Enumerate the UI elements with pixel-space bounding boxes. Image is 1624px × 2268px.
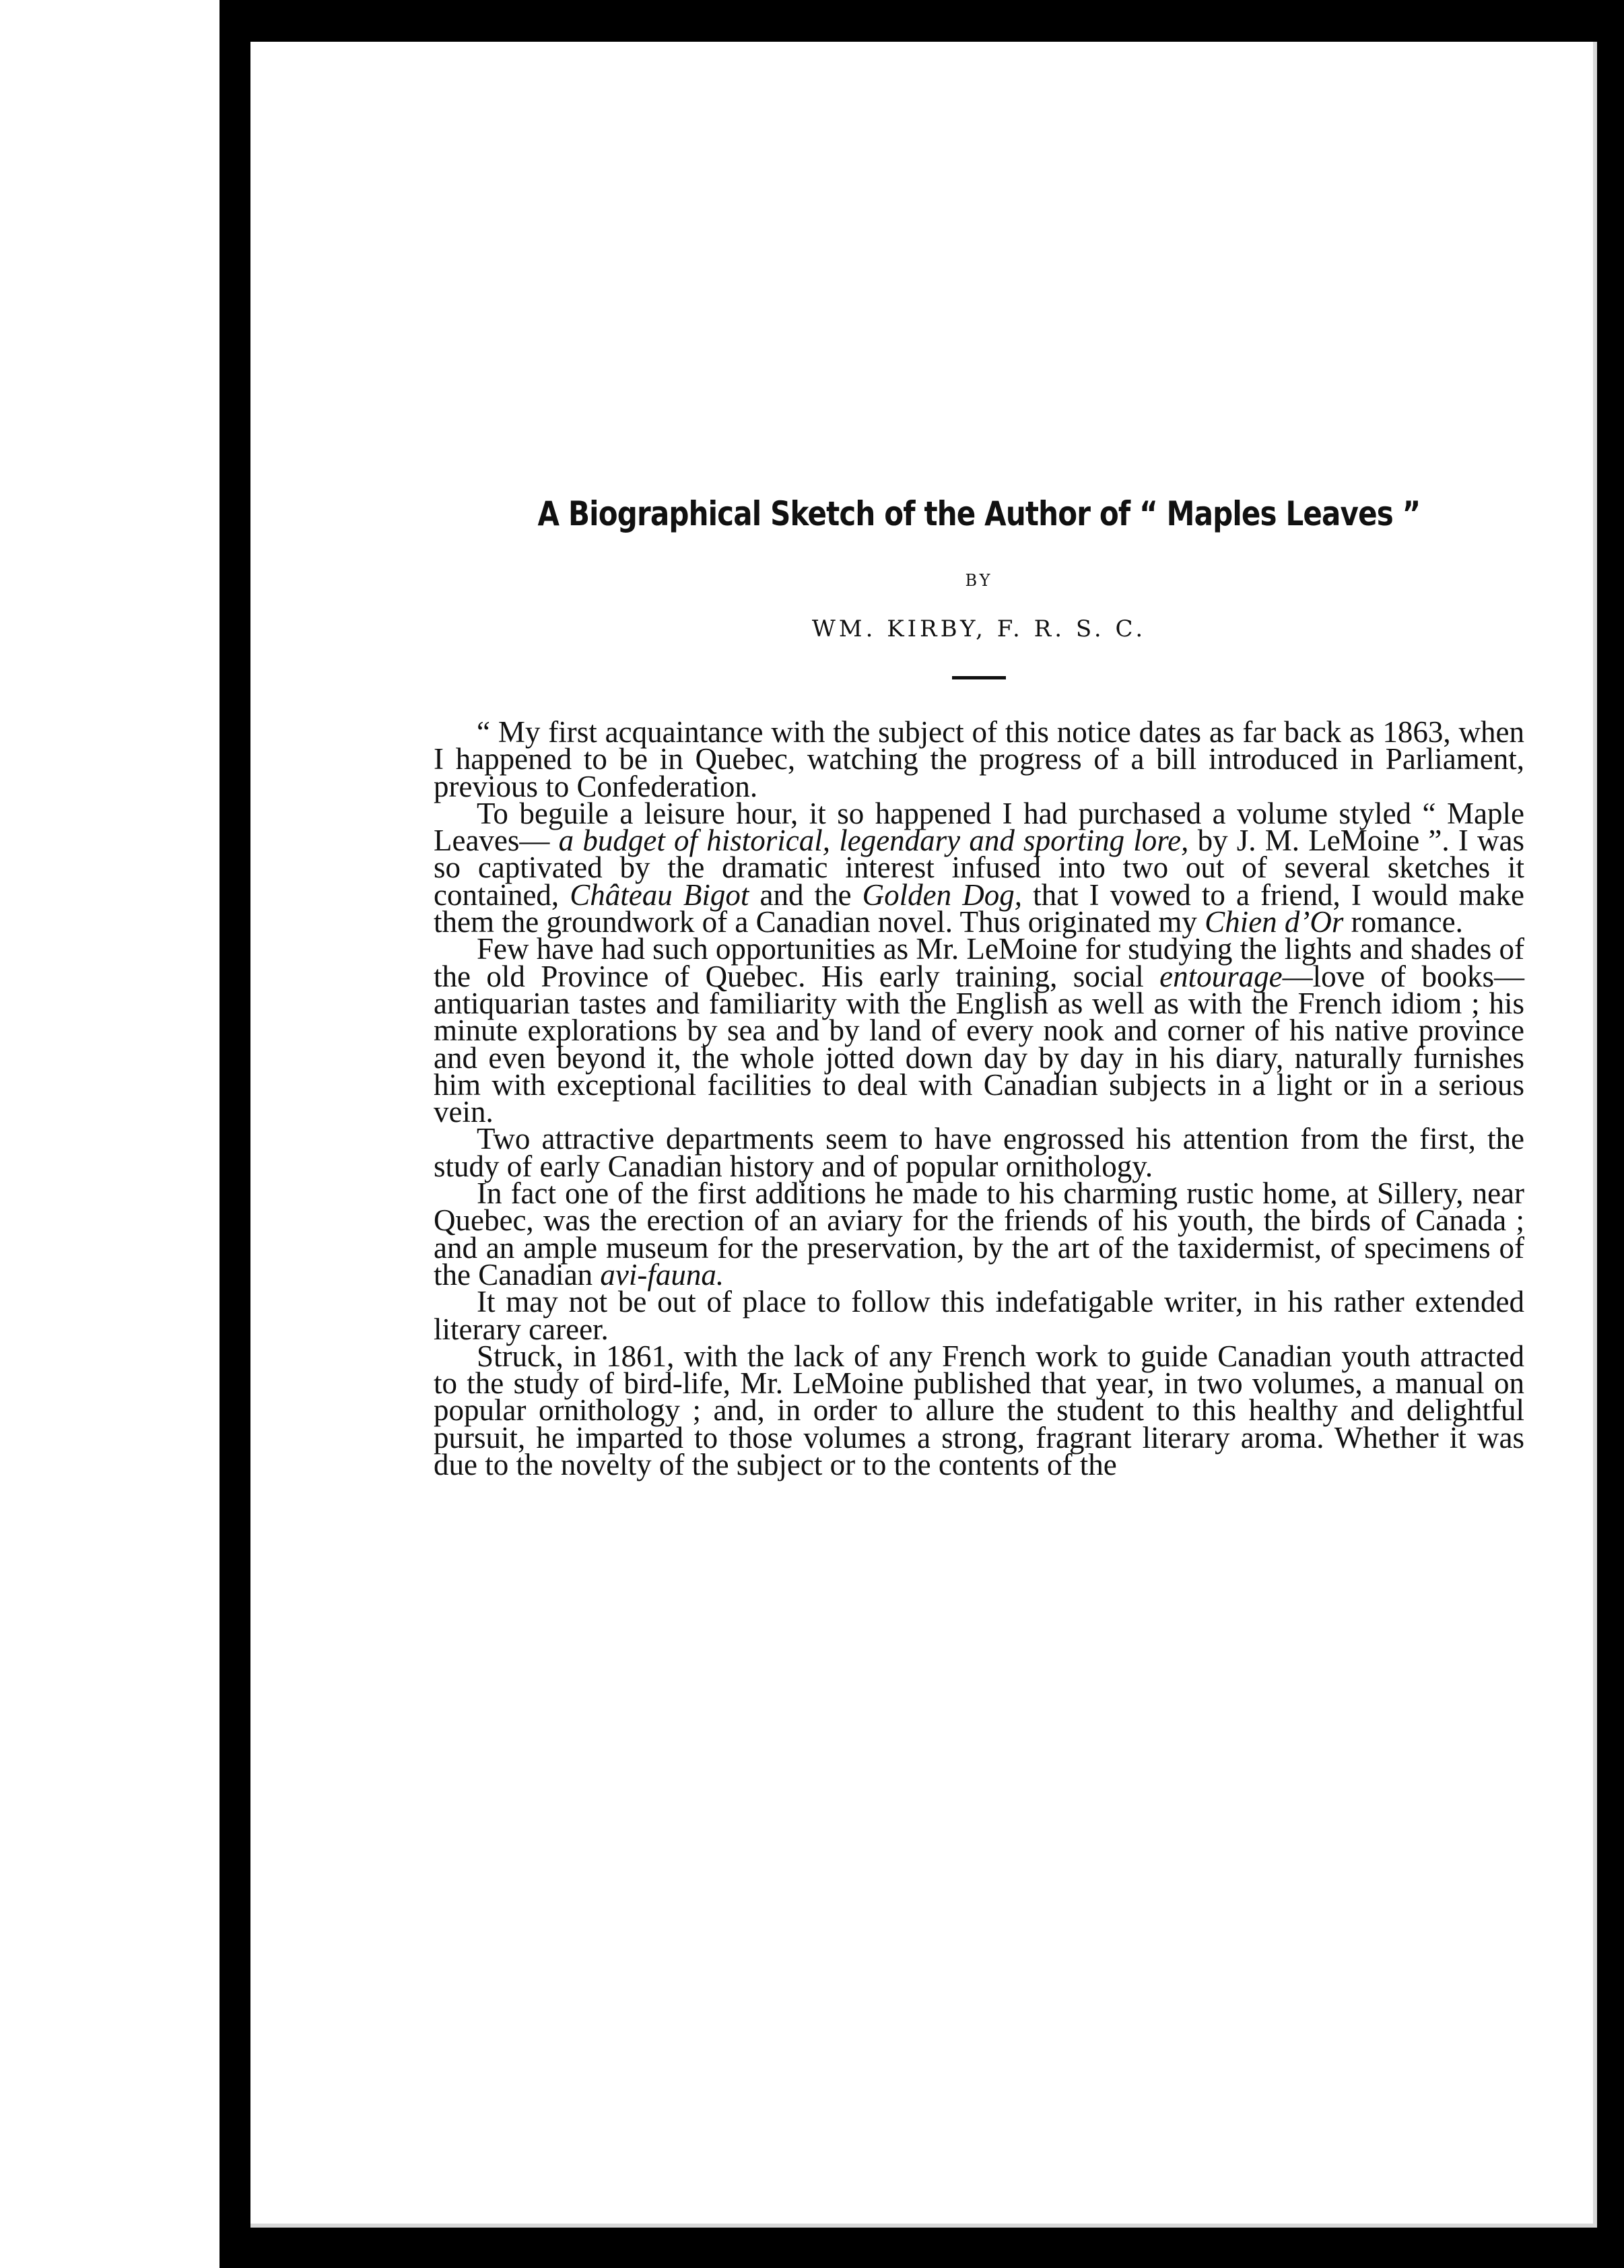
text-run: and the — [749, 877, 862, 912]
author-name: WM. KIRBY, F. R. S. C. — [811, 615, 1147, 642]
italic-text: Château Bigot — [570, 877, 749, 912]
text-run: —love of books— antiquarian tastes and familiarity with the English as well as with the French idiom ; his minute explorations by sea and by land of every nook and corner of his native province and even beyond it, the whole jotted down day by day in his diary, naturally furnishes him with exceptional facilities to deal with Canadian subjects in a light or in a serious vein. — [434, 959, 1524, 1129]
facing-page-edge — [0, 0, 219, 2268]
paragraph — [434, 1285, 1524, 1346]
text-run: that I vowed to a friend, I would make them the groundwork of a Canadian novel. Thus originated my — [434, 877, 1524, 939]
paragraph — [434, 1176, 1524, 1292]
book-gutter — [219, 0, 250, 2268]
italic-text: Golden Dog, — [862, 877, 1022, 912]
paragraph — [434, 932, 1524, 1129]
paragraph — [434, 1339, 1524, 1482]
text-run: It may not be out of place to follow this indefatigable writer, in his rather extended literary career. — [434, 1285, 1524, 1346]
paragraph — [434, 796, 1524, 939]
italic-text: Chien d’Or — [1205, 905, 1344, 939]
paragraph — [434, 1122, 1524, 1183]
text-run: Few have had such opportunities as Mr. LeMoine for studying the lights and shades of the old Province of Quebec. His early training, social — [434, 932, 1524, 993]
body-text — [434, 715, 1524, 1482]
italic-text: a budget of historical, legendary and sporting lore, — [558, 824, 1189, 858]
paragraph — [434, 715, 1524, 803]
title-divider — [952, 676, 1006, 679]
text-run: To beguile a leisure hour, it so happened I had purchased a volume styled “ Maple Leaves— — [434, 796, 1524, 858]
page-title: A Biographical Sketch of the Author of “ Maples Leaves ” — [537, 494, 1421, 533]
text-run: Struck, in 1861, with the lack of any French work to guide Canadian youth attracted to the study of bird-life, Mr. LeMoine published that year, in two volumes, a manual on popular ornithology ; and, in order to allure the student to this healthy and delightful pursuit, he imparted to those volumes a strong, fragrant literary aroma. Whether it was due to the novelty of the subject or to the contents of the — [434, 1339, 1524, 1482]
byline: BY — [965, 571, 993, 590]
book-page — [250, 42, 1597, 2228]
text-run: In fact one of the first additions he made to his charming rustic home, at Sillery, near Quebec, was the erection of an aviary for the friends of his youth, the birds of Canada ; and an ample museum for the preservation, by the art of the taxidermist, of specimens of the Canadian — [434, 1176, 1524, 1292]
text-run: Two attractive departments seem to have engrossed his attention from the first, the study of early Canadian history and of popular ornithology. — [434, 1122, 1524, 1183]
page-content — [434, 494, 1524, 1482]
italic-text: entourage — [1159, 959, 1283, 993]
text-run: by J. M. LeMoine ”. I was so captivated by the dramatic interest infused into two out of several sketches it contained, — [434, 824, 1524, 912]
text-run: “ My first acquaintance with the subject of this notice dates as far back as 1863, when I happened to be in Quebec, watching the progress of a bill introduced in Parliament, previous to Confederation. — [434, 715, 1524, 803]
text-run: romance. — [1343, 905, 1463, 939]
italic-text: avi-fauna. — [600, 1257, 724, 1292]
